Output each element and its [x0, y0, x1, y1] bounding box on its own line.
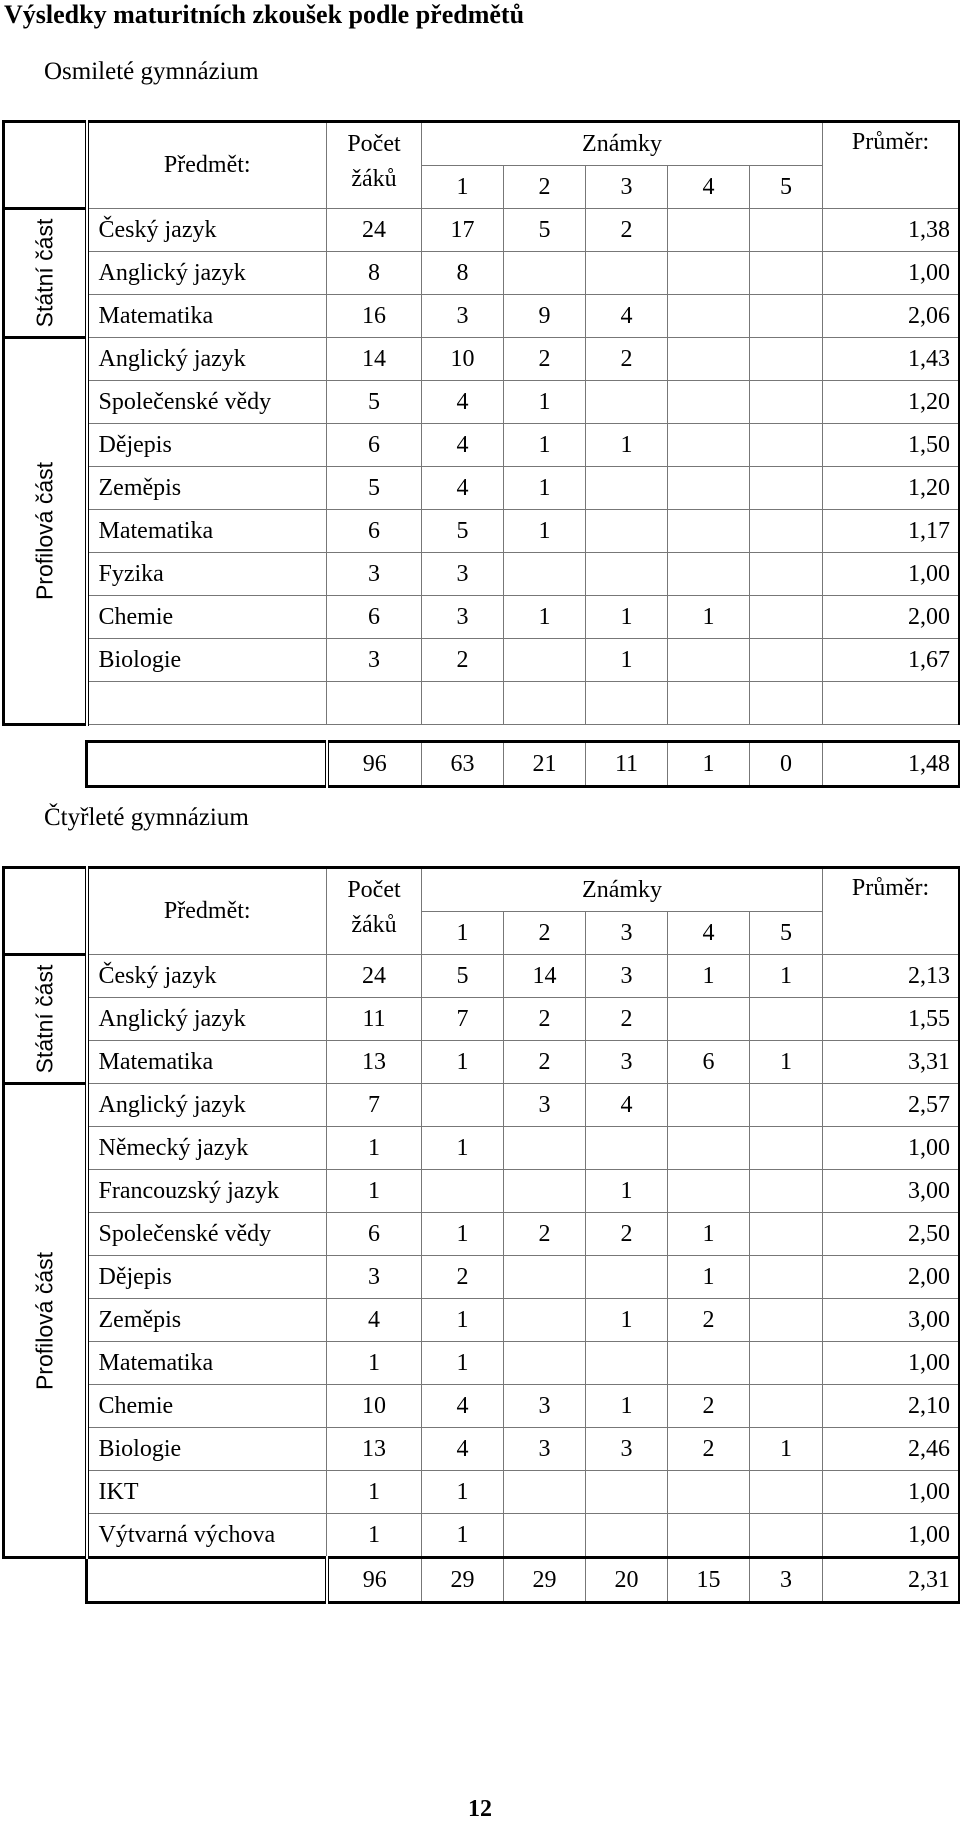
table-row — [4, 1213, 960, 1256]
table-row — [4, 1127, 960, 1170]
count-cell: 8 — [327, 252, 422, 295]
subject-cell: Dějepis — [87, 1256, 327, 1299]
total-grade-cell: 29 — [504, 1558, 586, 1603]
total-row — [4, 742, 960, 787]
gap-cell — [750, 682, 823, 725]
grade-cell — [750, 1385, 823, 1428]
subject-cell: IKT — [87, 1471, 327, 1514]
grade-cell — [422, 1084, 504, 1127]
count-header-bottom: žáků — [327, 912, 422, 955]
state-part-side-label: Státní část — [31, 964, 58, 1074]
total-grade-cell: 15 — [668, 1558, 750, 1603]
subject-cell: Matematika — [87, 1041, 327, 1084]
grade-number-header: 1 — [422, 166, 504, 209]
grade-cell — [750, 1514, 823, 1558]
grade-cell: 5 — [422, 955, 504, 998]
grade-cell: 1 — [586, 1299, 668, 1342]
grade-cell: 2 — [586, 338, 668, 381]
grade-cell: 10 — [422, 338, 504, 381]
total-row — [4, 1558, 960, 1603]
header-corner-cell — [4, 122, 87, 209]
grade-cell — [586, 1256, 668, 1299]
grade-cell — [668, 1342, 750, 1385]
average-cell: 1,00 — [823, 1342, 960, 1385]
grade-cell: 4 — [422, 381, 504, 424]
average-cell: 2,50 — [823, 1213, 960, 1256]
grade-cell: 3 — [422, 596, 504, 639]
grade-cell: 5 — [504, 209, 586, 252]
grade-cell — [668, 1170, 750, 1213]
table-row — [4, 639, 960, 682]
gap-cell — [823, 682, 960, 725]
count-cell: 7 — [327, 1084, 422, 1127]
count-header-top: Počet — [327, 122, 422, 166]
grade-cell: 1 — [422, 1127, 504, 1170]
grade-cell — [750, 510, 823, 553]
subject-cell: Výtvarná výchova — [87, 1514, 327, 1558]
grade-cell — [668, 1127, 750, 1170]
table-row — [4, 467, 960, 510]
table-row — [4, 955, 960, 998]
subject-cell: Chemie — [87, 596, 327, 639]
table-row — [4, 1041, 960, 1084]
subject-cell: Matematika — [87, 1342, 327, 1385]
count-header-top: Počet — [327, 868, 422, 912]
average-cell: 3,00 — [823, 1299, 960, 1342]
total-label-cell — [87, 742, 327, 787]
grade-cell: 4 — [586, 295, 668, 338]
total-average-cell: 1,48 — [823, 742, 960, 787]
grade-cell: 2 — [586, 1213, 668, 1256]
count-cell: 5 — [327, 467, 422, 510]
grade-cell — [668, 553, 750, 596]
grade-cell: 1 — [504, 596, 586, 639]
section-title-ctyrlete: Čtyřleté gymnázium — [44, 804, 249, 831]
grade-cell — [586, 1127, 668, 1170]
average-cell: 2,13 — [823, 955, 960, 998]
average-cell: 2,57 — [823, 1084, 960, 1127]
subject-cell: Německý jazyk — [87, 1127, 327, 1170]
count-cell: 24 — [327, 955, 422, 998]
grade-cell: 1 — [586, 596, 668, 639]
grade-cell — [504, 1471, 586, 1514]
grade-cell: 2 — [668, 1385, 750, 1428]
average-cell: 1,00 — [823, 553, 960, 596]
grade-cell: 1 — [668, 1256, 750, 1299]
page-number: 12 — [468, 1796, 492, 1822]
grade-cell — [668, 338, 750, 381]
grade-cell — [668, 424, 750, 467]
average-cell: 2,00 — [823, 596, 960, 639]
grade-cell: 1 — [668, 596, 750, 639]
count-cell: 13 — [327, 1041, 422, 1084]
table-row — [4, 1514, 960, 1558]
count-cell: 16 — [327, 295, 422, 338]
grade-number-header: 3 — [586, 912, 668, 955]
grade-cell: 3 — [504, 1428, 586, 1471]
grade-cell — [586, 1514, 668, 1558]
table-row — [4, 1084, 960, 1127]
grade-cell — [504, 639, 586, 682]
grade-cell — [750, 295, 823, 338]
table-row — [4, 295, 960, 338]
grade-cell — [586, 252, 668, 295]
profile-part-side — [4, 1084, 87, 1558]
grade-cell: 3 — [504, 1385, 586, 1428]
total-count-cell: 96 — [327, 742, 422, 787]
subject-cell: Anglický jazyk — [87, 1084, 327, 1127]
grade-cell: 2 — [586, 209, 668, 252]
table-row — [4, 998, 960, 1041]
count-header-bottom: žáků — [327, 166, 422, 209]
table-row — [4, 510, 960, 553]
grade-cell: 1 — [422, 1342, 504, 1385]
state-part-side — [4, 955, 87, 1084]
grade-cell: 3 — [586, 1428, 668, 1471]
profile-part-side — [4, 338, 87, 725]
average-cell: 1,38 — [823, 209, 960, 252]
header-row — [4, 868, 960, 912]
average-cell: 3,00 — [823, 1170, 960, 1213]
grade-cell: 1 — [504, 467, 586, 510]
grade-cell — [750, 1342, 823, 1385]
grade-cell — [668, 639, 750, 682]
table-row — [4, 338, 960, 381]
grades-header: Známky — [422, 122, 823, 166]
grade-cell: 17 — [422, 209, 504, 252]
grade-cell — [750, 467, 823, 510]
grade-cell — [586, 1471, 668, 1514]
subject-cell: Chemie — [87, 1385, 327, 1428]
grade-cell — [750, 553, 823, 596]
gap-cell — [422, 682, 504, 725]
subject-cell: Biologie — [87, 1428, 327, 1471]
grade-cell: 5 — [422, 510, 504, 553]
count-cell: 3 — [327, 1256, 422, 1299]
subject-header: Předmět: — [87, 868, 327, 955]
total-blank-cell — [4, 1558, 87, 1603]
subject-cell: Matematika — [87, 510, 327, 553]
grade-cell: 1 — [504, 424, 586, 467]
grade-cell — [586, 467, 668, 510]
page-title: Výsledky maturitních zkoušek podle předmětů — [4, 0, 525, 29]
grade-cell — [668, 1084, 750, 1127]
total-average-cell: 2,31 — [823, 1558, 960, 1603]
average-cell: 2,00 — [823, 1256, 960, 1299]
subject-header: Předmět: — [87, 122, 327, 209]
table-row — [4, 1471, 960, 1514]
grade-cell: 14 — [504, 955, 586, 998]
grade-cell: 1 — [750, 1041, 823, 1084]
grade-cell — [504, 1514, 586, 1558]
average-cell: 1,67 — [823, 639, 960, 682]
grade-cell: 1 — [422, 1213, 504, 1256]
count-cell: 1 — [327, 1471, 422, 1514]
subject-cell: Francouzský jazyk — [87, 1170, 327, 1213]
grade-cell — [750, 1170, 823, 1213]
table-row — [4, 424, 960, 467]
table-row — [4, 381, 960, 424]
count-cell: 24 — [327, 209, 422, 252]
total-grade-cell: 63 — [422, 742, 504, 787]
table-row — [4, 252, 960, 295]
average-cell: 1,43 — [823, 338, 960, 381]
total-count-cell: 96 — [327, 1558, 422, 1603]
count-cell: 1 — [327, 1514, 422, 1558]
header-corner-cell — [4, 868, 87, 955]
grade-cell: 1 — [422, 1041, 504, 1084]
grades-header: Známky — [422, 868, 823, 912]
grade-cell — [668, 381, 750, 424]
count-cell: 3 — [327, 553, 422, 596]
average-cell: 1,50 — [823, 424, 960, 467]
grade-cell — [750, 1127, 823, 1170]
grade-cell: 1 — [586, 1385, 668, 1428]
grade-cell — [750, 639, 823, 682]
grade-cell: 3 — [586, 1041, 668, 1084]
grade-cell — [668, 510, 750, 553]
count-cell: 3 — [327, 639, 422, 682]
subject-cell: Anglický jazyk — [87, 338, 327, 381]
profile-part-side-label: Profilová část — [31, 1251, 58, 1390]
grade-cell — [668, 467, 750, 510]
table-row — [4, 596, 960, 639]
grade-cell — [668, 252, 750, 295]
grade-cell — [750, 424, 823, 467]
grade-number-header: 4 — [668, 912, 750, 955]
grade-cell: 2 — [504, 338, 586, 381]
grade-cell: 9 — [504, 295, 586, 338]
grade-cell: 1 — [504, 510, 586, 553]
grade-cell — [586, 1342, 668, 1385]
total-blank-cell — [4, 742, 87, 787]
header-row — [4, 122, 960, 166]
subject-cell: Biologie — [87, 639, 327, 682]
state-part-side-label: Státní část — [31, 218, 58, 328]
grade-number-header: 5 — [750, 912, 823, 955]
grade-number-header: 1 — [422, 912, 504, 955]
subject-cell: Společenské vědy — [87, 1213, 327, 1256]
grade-cell: 2 — [422, 1256, 504, 1299]
gap-cell — [327, 682, 422, 725]
subject-cell: Anglický jazyk — [87, 998, 327, 1041]
grade-cell — [668, 998, 750, 1041]
state-part-side — [4, 209, 87, 338]
total-grade-cell: 11 — [586, 742, 668, 787]
grade-cell: 2 — [504, 1041, 586, 1084]
total-grade-cell: 3 — [750, 1558, 823, 1603]
total-grade-cell: 21 — [504, 742, 586, 787]
table-row — [4, 1428, 960, 1471]
grade-cell — [422, 1170, 504, 1213]
grade-cell: 6 — [668, 1041, 750, 1084]
count-cell: 5 — [327, 381, 422, 424]
count-cell: 13 — [327, 1428, 422, 1471]
grade-cell: 7 — [422, 998, 504, 1041]
table-row — [4, 1299, 960, 1342]
grade-cell — [668, 295, 750, 338]
count-cell: 6 — [327, 424, 422, 467]
grade-cell: 3 — [586, 955, 668, 998]
count-cell: 11 — [327, 998, 422, 1041]
results-table-osmilete — [2, 120, 960, 788]
grade-cell: 1 — [422, 1471, 504, 1514]
total-grade-cell: 20 — [586, 1558, 668, 1603]
average-cell: 1,00 — [823, 1514, 960, 1558]
subject-cell: Fyzika — [87, 553, 327, 596]
grade-cell — [668, 1471, 750, 1514]
grade-cell: 1 — [750, 955, 823, 998]
table-row — [4, 1170, 960, 1213]
spacer-cell — [4, 725, 960, 742]
grade-number-header: 2 — [504, 912, 586, 955]
gap-row — [4, 682, 960, 725]
table-row — [4, 1256, 960, 1299]
grade-cell — [750, 1084, 823, 1127]
grade-cell — [750, 338, 823, 381]
grade-cell: 1 — [750, 1428, 823, 1471]
grade-cell — [504, 1170, 586, 1213]
count-cell: 10 — [327, 1385, 422, 1428]
grade-cell: 2 — [668, 1299, 750, 1342]
grade-cell: 3 — [422, 553, 504, 596]
grade-cell: 4 — [422, 467, 504, 510]
table-row — [4, 1385, 960, 1428]
subject-cell: Český jazyk — [87, 955, 327, 998]
gap-cell — [87, 682, 327, 725]
grade-cell: 1 — [586, 424, 668, 467]
total-grade-cell: 29 — [422, 1558, 504, 1603]
grade-number-header: 3 — [586, 166, 668, 209]
average-cell: 1,20 — [823, 381, 960, 424]
grade-cell: 1 — [586, 1170, 668, 1213]
gap-cell — [504, 682, 586, 725]
count-cell: 6 — [327, 1213, 422, 1256]
grade-cell — [586, 553, 668, 596]
grade-cell: 4 — [422, 424, 504, 467]
average-cell: 1,55 — [823, 998, 960, 1041]
results-table-ctyrlete — [2, 866, 960, 1604]
table-row — [4, 209, 960, 252]
grade-cell: 1 — [504, 381, 586, 424]
profile-part-side-label: Profilová část — [31, 461, 58, 601]
grade-cell — [750, 252, 823, 295]
average-cell: 1,20 — [823, 467, 960, 510]
grade-cell: 8 — [422, 252, 504, 295]
subject-cell: Zeměpis — [87, 1299, 327, 1342]
grade-cell: 4 — [422, 1385, 504, 1428]
grade-cell — [668, 209, 750, 252]
grade-cell — [750, 596, 823, 639]
grade-cell — [750, 1213, 823, 1256]
grade-cell — [504, 1342, 586, 1385]
average-cell: 3,31 — [823, 1041, 960, 1084]
grade-cell: 3 — [504, 1084, 586, 1127]
grade-cell — [750, 998, 823, 1041]
grade-cell: 2 — [668, 1428, 750, 1471]
grade-cell — [586, 510, 668, 553]
count-cell: 14 — [327, 338, 422, 381]
average-header: Průměr: — [823, 868, 960, 955]
grade-cell: 4 — [422, 1428, 504, 1471]
grade-cell — [750, 1299, 823, 1342]
average-cell: 1,00 — [823, 1471, 960, 1514]
grade-cell: 2 — [504, 998, 586, 1041]
grade-cell — [750, 1471, 823, 1514]
count-cell: 1 — [327, 1170, 422, 1213]
grade-cell: 1 — [422, 1514, 504, 1558]
grade-cell — [504, 553, 586, 596]
grade-cell — [586, 381, 668, 424]
grade-cell — [504, 1256, 586, 1299]
grade-number-header: 5 — [750, 166, 823, 209]
grade-cell — [750, 381, 823, 424]
grade-cell: 1 — [422, 1299, 504, 1342]
grade-cell: 1 — [668, 955, 750, 998]
grade-cell — [504, 1127, 586, 1170]
subject-cell: Společenské vědy — [87, 381, 327, 424]
average-cell: 1,00 — [823, 252, 960, 295]
grade-cell — [750, 1256, 823, 1299]
average-cell: 1,00 — [823, 1127, 960, 1170]
count-cell: 1 — [327, 1127, 422, 1170]
grade-cell: 1 — [586, 639, 668, 682]
count-cell: 1 — [327, 1342, 422, 1385]
grade-cell — [504, 1299, 586, 1342]
average-cell: 2,46 — [823, 1428, 960, 1471]
count-cell: 6 — [327, 510, 422, 553]
gap-cell — [586, 682, 668, 725]
gap-cell — [668, 682, 750, 725]
count-cell: 6 — [327, 596, 422, 639]
count-cell: 4 — [327, 1299, 422, 1342]
total-grade-cell: 0 — [750, 742, 823, 787]
average-cell: 1,17 — [823, 510, 960, 553]
average-header: Průměr: — [823, 122, 960, 209]
grade-number-header: 4 — [668, 166, 750, 209]
grade-number-header: 2 — [504, 166, 586, 209]
grade-cell: 3 — [422, 295, 504, 338]
table-row — [4, 553, 960, 596]
grade-cell: 2 — [504, 1213, 586, 1256]
subject-cell: Zeměpis — [87, 467, 327, 510]
grade-cell: 2 — [586, 998, 668, 1041]
total-label-cell — [87, 1558, 327, 1603]
grade-cell: 1 — [668, 1213, 750, 1256]
grade-cell: 4 — [586, 1084, 668, 1127]
total-grade-cell: 1 — [668, 742, 750, 787]
average-cell: 2,10 — [823, 1385, 960, 1428]
spacer-row — [4, 725, 960, 742]
grade-cell — [504, 252, 586, 295]
grade-cell — [750, 209, 823, 252]
subject-cell: Anglický jazyk — [87, 252, 327, 295]
subject-cell: Dějepis — [87, 424, 327, 467]
subject-cell: Matematika — [87, 295, 327, 338]
grade-cell — [668, 1514, 750, 1558]
average-cell: 2,06 — [823, 295, 960, 338]
grade-cell: 2 — [422, 639, 504, 682]
table-row — [4, 1342, 960, 1385]
section-title-osmilete: Osmileté gymnázium — [44, 58, 259, 85]
subject-cell: Český jazyk — [87, 209, 327, 252]
